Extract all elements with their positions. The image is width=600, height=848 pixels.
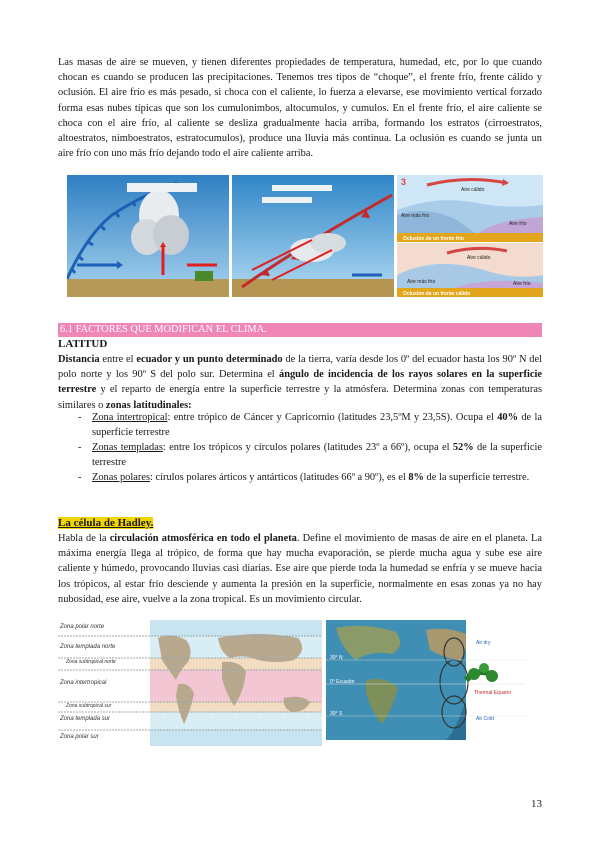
label-30s: 30° S (330, 711, 343, 717)
zone-label-polar-south: Zona polar sur (60, 734, 99, 740)
hadley-paragraph (58, 531, 542, 607)
label-30n: 30° N (330, 655, 343, 661)
hadley-diagram-svg (326, 620, 526, 740)
zone-label-polar-north: Zona polar norte (60, 624, 105, 630)
zone-term: Zonas polares (92, 472, 150, 483)
latitude-heading: LATITUD (58, 338, 108, 350)
list-dash: - (78, 472, 82, 483)
page-number: 13 (531, 798, 542, 810)
caption-warm-occlusion: Oclusión de un frente cálido (403, 291, 471, 297)
lat-text-1: entre el (99, 354, 137, 365)
zone-text: : entre los trópicos y círculos polares (latitudes 23º a 66º), ocupa el (162, 442, 453, 453)
zone-term: Zona intertropical (92, 412, 168, 423)
list-item (58, 471, 542, 486)
hadley-text-1: Habla de la (58, 533, 110, 544)
hadley-text-2: . Define el movimiento de masas de aire en el planeta. La máxima energía llega al trópico, de forma que hay mucha evaporación, se pierde mucha agua y sube ese aire caliente y húmedo, provocando lluvias casi diarias. Ese aire que pierde toda la humedad se enfría y se mueve hacia los trópicos, al estar frío desciende y aumenta la presión en la superficie, normalmente en esas zonas ya no hay nubosidad, ese aire, vuelve a la zona tropical. Es un movimiento circular. (58, 533, 542, 605)
latitude-zones-map (58, 620, 322, 746)
hadley-cell-diagram (326, 620, 526, 740)
lat-text-3: y el reparto de energía entre la superficie terrestre y la atmósfera. Determina zonas con temperaturas similares o (58, 384, 542, 411)
list-dash: - (78, 442, 82, 453)
hadley-heading (58, 517, 153, 529)
zone-label-temperate-south: Zona templada sur (60, 716, 111, 722)
label-cool-air-1: Aire más frío (401, 213, 430, 219)
list-item (58, 441, 542, 470)
zone-label-temperate-north: Zona templada norte (60, 644, 116, 650)
hadley-heading-text: La célula de Hadley. (58, 517, 154, 529)
hadley-term: circulación atmosférica en todo el planeta (109, 533, 297, 544)
occlusion-number: 3 (401, 177, 407, 187)
occlusion-illustration (397, 175, 543, 297)
warm-front-illustration (232, 175, 394, 297)
cold-front-illustration (67, 175, 229, 297)
zone-label-subtropical-north: Zona subtropical norte (66, 659, 116, 665)
label-cold-air-1: Aire frío (509, 221, 527, 227)
label-warm-air-2: Aire cálido (467, 255, 491, 261)
zone-text: : círulos polares árticos y antárticos (latitudes 66º a 90º), es el (150, 472, 409, 483)
label-equator: 0° Ecuador (330, 679, 355, 685)
zone-tail: de la superficie terrestre (92, 412, 542, 438)
latitude-paragraph (58, 352, 542, 413)
zone-percent: 8% (408, 472, 424, 483)
lat-term-distancia: Distancia (58, 354, 100, 365)
label-warm-air-1: Aire cálido (461, 187, 485, 193)
intro-paragraph (58, 55, 542, 161)
label-cold-air-2: Aire frío (513, 281, 531, 287)
list-dash: - (78, 412, 82, 423)
occlusion-figure (397, 175, 543, 297)
label-cool-air-2: Aire más frío (407, 279, 436, 285)
zone-percent: 52% (452, 442, 474, 453)
section-title-bar: 6.1 FACTORES QUE MODIFICAN EL CLIMA. (58, 323, 542, 337)
intro-text: Las masas de aire se mueven, y tienen diferentes propiedades de temperatura, humedad, etc, por lo que cuando chocan es cuando se producen las precipitaciones. Tenemos tres tipos de “choque”, el frente frío, frente cálido y oclusión. El aire frío es más pesado, si choca con el caliente, lo fuerza a elevarse, ese movimiento vertical forzado forma esas nubes típicas que son los cumulonimbos, altocumulos, y cumulos. En el frente frío, el aire caliente se choca con el aire frío, al caliente se desliza gradualmente hacia arriba, formando los estratos (cirroestratos, altoestratos, nimboestratos, estratocumulos), produce una lluvia más continua. La oclusión es cuando se junta un aire frío con uno más frío dejando todo el aire caliente arriba. (58, 57, 542, 160)
fronts-figure-warm (232, 175, 394, 297)
lat-term-zonas: zonas latitudinales: (105, 399, 192, 411)
zone-label-subtropical-south: Zona subtropical sur (66, 703, 112, 709)
zone-text: : entre trópico de Cáncer y Capricornio (latitudes 23,5ºM y 23,5S). Ocupa el (167, 412, 498, 423)
zone-tail: de la superficie terrestre (92, 442, 542, 468)
label-air-cold: Air Cold (476, 716, 494, 722)
zone-term: Zonas templadas (92, 442, 163, 453)
zone-percent: 40% (497, 412, 518, 423)
zones-list (58, 411, 542, 487)
lat-text-2: de la tierra, varía desde los 0º del ecuador hasta los 90º N del polo norte y los 90º S del polo sur. Determina el (58, 354, 542, 381)
fronts-figure-cold (67, 175, 229, 297)
label-thermal-equator: Thermal Equator (474, 690, 512, 696)
zone-label-intertropical: Zona intertropical (60, 680, 107, 686)
lat-term-angulo: ángulo de incidencia de los rayos solares en la superficie terrestre (58, 369, 542, 396)
list-item (58, 411, 542, 440)
caption-cold-occlusion: Oclusión de un frente frío (403, 236, 464, 242)
zone-tail: de la superficie terrestre. (423, 472, 530, 483)
lat-term-ecuador: ecuador y un punto determinado (136, 354, 283, 365)
label-air-dry: Air dry (476, 640, 491, 646)
